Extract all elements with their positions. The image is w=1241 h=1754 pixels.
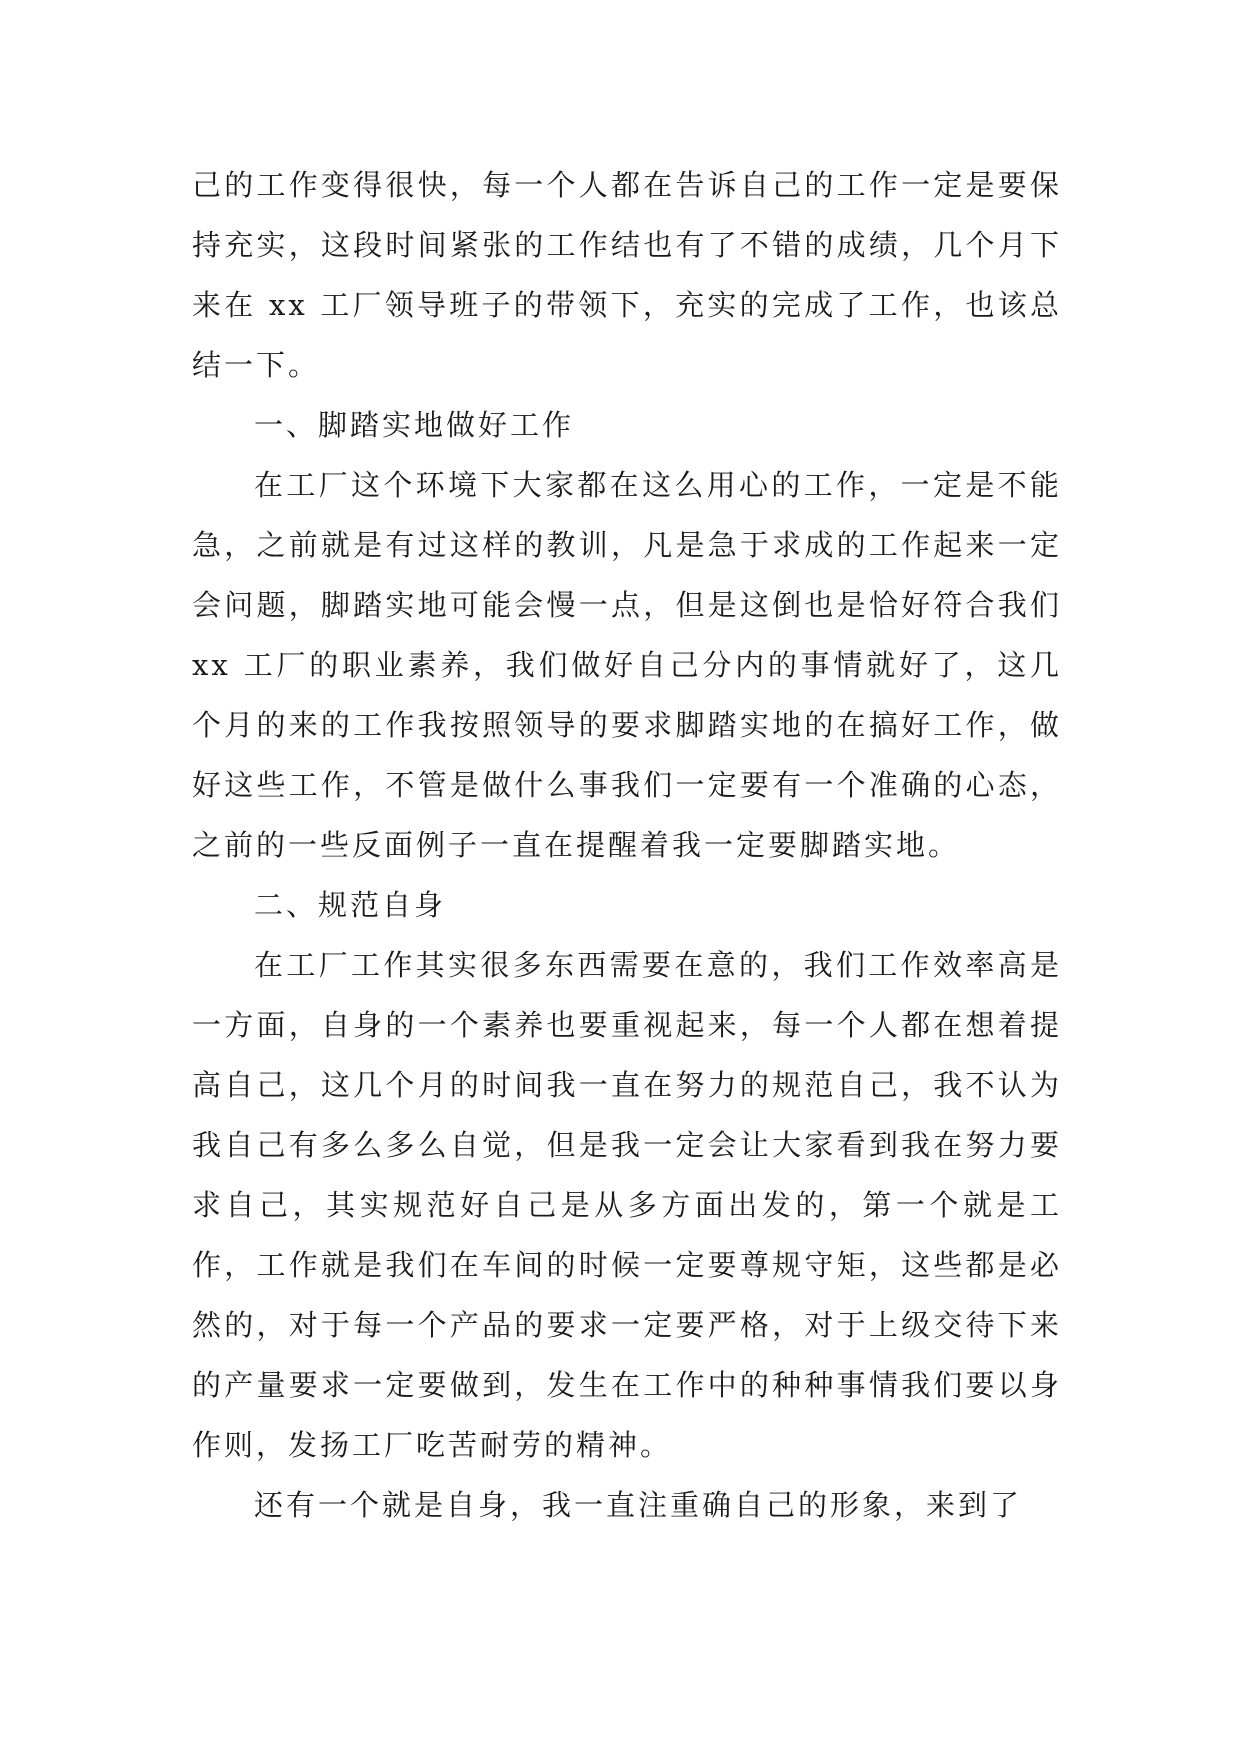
paragraph-section-2-continued: 还有一个就是自身，我一直注重确自己的形象，来到了 [254, 1488, 1023, 1522]
section-heading-1: 一、脚踏实地做好工作 [254, 408, 575, 442]
document-body [192, 155, 1062, 1535]
paragraph-intro-continuation: 己的工作变得很快，每一个人都在告诉自己的工作一定是要保持充实，这段时间紧张的工作结也有了不错的成绩，几个月下来在 xx 工厂领导班子的带领下，充实的完成了工作，也该总结一下。 [192, 168, 1062, 382]
section-heading-2: 二、规范自身 [254, 888, 447, 922]
paragraph-section-2: 在工厂工作其实很多东西需要在意的，我们工作效率高是一方面，自身的一个素养也要重视起来，每一个人都在想着提高自己，这几个月的时间我一直在努力的规范自己，我不认为我自己有多么多么自觉，但是我一定会让大家看到我在努力要求自己，其实规范好自己是从多方面出发的，第一个就是工作，工作就是我们在车间的时候一定要尊规守矩，这些都是必然的，对于每一个产品的要求一定要严格，对于上级交待下来的产量要求一定要做到，发生在工作中的种种事情我们要以身作则，发扬工厂吃苦耐劳的精神。 [192, 948, 1062, 1462]
paragraph-section-1: 在工厂这个环境下大家都在这么用心的工作，一定是不能急，之前就是有过这样的教训，凡是急于求成的工作起来一定会问题，脚踏实地可能会慢一点，但是这倒也是恰好符合我们 xx 工厂的职业素养，我们做好自己分内的事情就好了，这几个月的来的工作我按照领导的要求脚踏实地的在搞好工作，做好这些工作，不管是做什么事我们一定要有一个准确的心态，之前的一些反面例子一直在提醒着我一定要脚踏实地。 [192, 468, 1062, 862]
